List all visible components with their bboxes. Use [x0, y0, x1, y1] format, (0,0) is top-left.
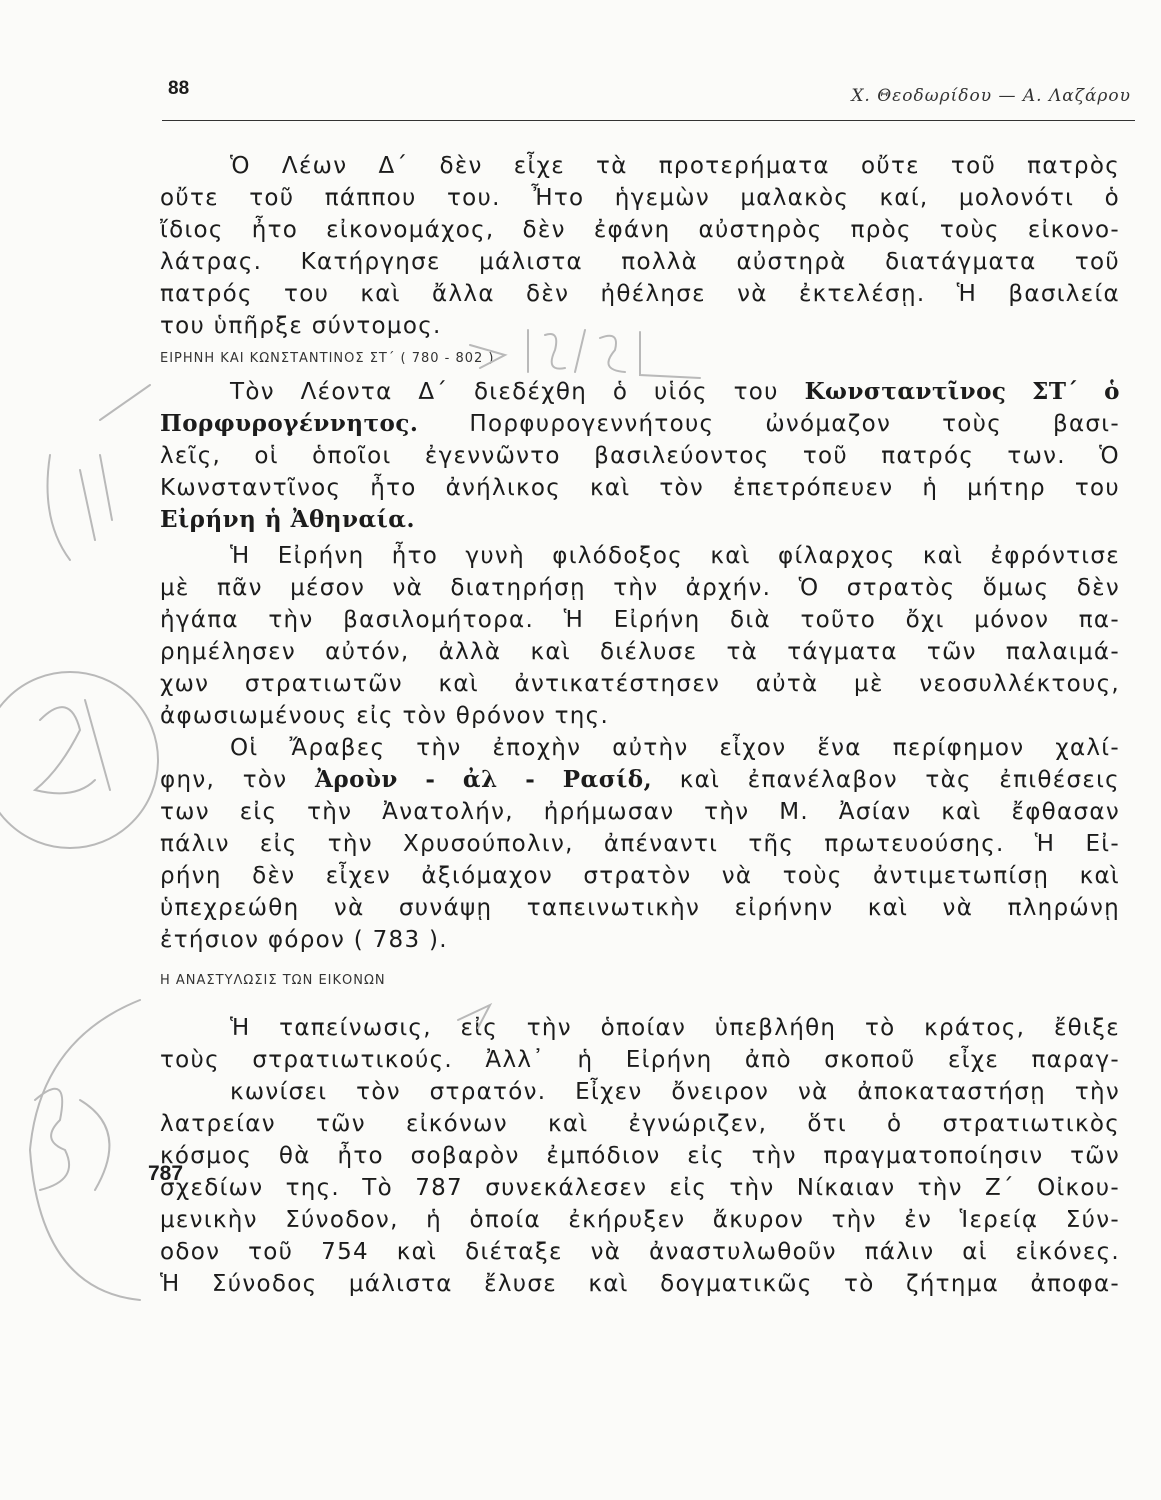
- page-number: 88: [168, 78, 190, 99]
- text-run: φην, τὸν: [160, 767, 288, 793]
- section-heading: ΕΙΡΗΝΗ ΚΑΙ ΚΩΝΣΤΑΝΤΙΝΟΣ ΣΤ΄ ( 780 - 802 ): [160, 351, 495, 366]
- header-rule: [162, 120, 1135, 121]
- text-line: [160, 764, 1120, 796]
- text-line: Ὁ Λέων Δ΄ δὲν εἶχε τὰ προτερήματα οὔτε τοῦ πατρὸς: [230, 153, 1120, 179]
- text-line: Οἱ Ἄραβες τὴν ἐποχὴν αὐτὴν εἶχον ἕνα περίφημον χαλί-: [230, 735, 1120, 761]
- text-line: οὔτε τοῦ πάππου του. Ἦτο ἡγεμὼν μαλακὸς καί, μολονότι ὁ: [160, 185, 1120, 211]
- pencil-circled-figure-bottom: [35, 1089, 109, 1190]
- paragraph-leon: [160, 150, 1120, 342]
- text-run: Τὸν Λέοντα Δ΄ διεδέχθη ὁ υἱός του: [230, 379, 779, 405]
- text-line: χων στρατιωτῶν καὶ ἀντικατέστησεν αὐτὰ μὲ νεοσυλλέκτους,: [160, 671, 1120, 697]
- name-eirene: Εἰρήνη ἡ Ἀθηναία.: [160, 506, 415, 533]
- text-run: Πορφυρογεννήτους ὠνόμαζον τοὺς βασι-: [469, 411, 1120, 437]
- pencil-circle-bottom: [30, 1000, 140, 1300]
- text-line: ἠγάπα τὴν βασιλομήτορα. Ἡ Εἰρήνη διὰ τοῦτο ὄχι μόνον πα-: [160, 607, 1120, 633]
- text-line: Ἡ Σύνοδος μάλιστα ἔλυσε καὶ δογματικῶς τὸ ζήτημα ἀποφα-: [160, 1271, 1120, 1297]
- text-line: λάτρας. Κατήργησε μάλιστα πολλὰ αὐστηρὰ διατάγματα τοῦ: [160, 249, 1120, 275]
- text-line: Κωνσταντῖνος ἦτο ἀνήλικος καὶ τὸν ἐπετρόπευεν ἡ μήτηρ του: [160, 475, 1120, 501]
- text-line: [160, 504, 1120, 536]
- text-line: σχεδίων της. Τὸ 787 συνεκάλεσεν εἰς τὴν Νίκαιαν τὴν Ζ΄ Οἰκου-: [160, 1175, 1120, 1201]
- pencil-circled-figure-top: [35, 700, 110, 793]
- text-line: μὲ πᾶν μέσον νὰ διατηρήσῃ τὴν ἀρχήν. Ὁ στρατὸς ὅμως δὲν: [160, 575, 1120, 601]
- text-line: μενικὴν Σύνοδον, ἡ ὁποία ἐκήρυξεν ἄκυρον τὴν ἐν Ἱερείᾳ Σύν-: [160, 1207, 1120, 1233]
- text-line: [160, 376, 1120, 408]
- text-line: πάλιν εἰς τὴν Χρυσούπολιν, ἀπέναντι τῆς πρωτευούσης. Ἡ Εἰ-: [160, 831, 1120, 857]
- text-line: ὑπεχρεώθη νὰ συνάψῃ ταπεινωτικὴν εἰρήνην καὶ νὰ πληρώνῃ: [160, 895, 1120, 921]
- text-line: κωνίσει τὸν στρατόν. Εἶχεν ὄνειρον νὰ ἀποκαταστήσῃ τὴν: [230, 1079, 1120, 1105]
- text-line: [160, 408, 1120, 440]
- text-line: κόσμος θὰ ἦτο σοβαρὸν ἐμπόδιον εἰς τὴν πραγματοποίησιν τῶν: [160, 1143, 1120, 1169]
- text-line: οδον τοῦ 754 καὶ διέταξε νὰ ἀναστυλωθοῦν πάλιν αἱ εἰκόνες.: [160, 1239, 1120, 1265]
- paragraph-konstantinos: [160, 376, 1120, 536]
- page-body: [160, 150, 1120, 1300]
- text-line: Ἡ ταπείνωσις, εἰς τὴν ὁποίαν ὑπεβλήθη τὸ κράτος, ἔθιξε: [230, 1015, 1120, 1041]
- text-line: ρήνη δὲν εἶχεν ἀξιόμαχον στρατὸν νὰ τοὺς ἀντιμετωπίσῃ καὶ: [160, 863, 1120, 889]
- text-line: Ἡ Εἰρήνη ἦτο γυνὴ φιλόδοξος καὶ φίλαρχος καὶ ἐφρόντισε: [230, 543, 1120, 569]
- text-line: ρημέλησεν αὐτόν, ἀλλὰ καὶ διέλυσε τὰ τάγματα τῶν παλαιμά-: [160, 639, 1120, 665]
- paragraph-restoration: [160, 1012, 1120, 1300]
- text-run: καὶ ἐπανέλαβον τὰς ἐπιθέσεις: [679, 767, 1120, 793]
- name-porphyrogennitos: Πορφυρογέννητος.: [160, 410, 419, 437]
- text-line: τοὺς στρατιωτικούς. Ἀλλ᾽ ἡ Εἰρήνη ἀπὸ σκοποῦ εἶχε παραγ-: [160, 1047, 1120, 1073]
- text-line: των εἰς τὴν Ἀνατολήν, ἠρήμωσαν τὴν Μ. Ἀσίαν καὶ ἔφθασαν: [160, 799, 1120, 825]
- paragraph-arabs: [160, 732, 1120, 956]
- pencil-circle-top: [0, 672, 158, 848]
- text-line: του ὑπῆρξε σύντομος.: [160, 313, 442, 339]
- section-heading: Η ΑΝΑΣΤΥΛΩΣΙΣ ΤΩΝ ΕΙΚΟΝΩΝ: [160, 973, 386, 988]
- margin-year-note: 787: [148, 1162, 184, 1185]
- running-head: Χ. Θεοδωρίδου — Α. Λαζάρου: [851, 86, 1131, 106]
- pencil-margin-scribble-top: [48, 385, 151, 560]
- text-line: ἴδιος ἦτο εἰκονομάχος, δὲν ἐφάνη αὐστηρὸς πρὸς τοὺς εἰκονο-: [160, 217, 1120, 243]
- text-line: ἐτήσιον φόρον ( 783 ).: [160, 927, 448, 953]
- name-harun-al-rashid: Ἀροὺν - ἀλ - Ρασίδ,: [314, 766, 653, 793]
- name-konstantinos: Κωνσταντῖνος ΣΤ΄ ὁ: [804, 378, 1120, 405]
- paragraph-eirene: [160, 540, 1120, 732]
- text-line: ἀφωσιωμένους εἰς τὸν θρόνον της.: [160, 703, 610, 729]
- text-line: λατρείαν τῶν εἰκόνων καὶ ἐγνώριζεν, ὅτι ὁ στρατιωτικὸς: [160, 1111, 1120, 1137]
- text-line: πατρός του καὶ ἄλλα δὲν ἠθέλησε νὰ ἐκτελέσῃ. Ἡ βασιλεία: [160, 281, 1120, 307]
- text-line: λεῖς, οἱ ὁποῖοι ἐγεννῶντο βασιλεύοντος τοῦ πατρός των. Ὁ: [160, 443, 1120, 469]
